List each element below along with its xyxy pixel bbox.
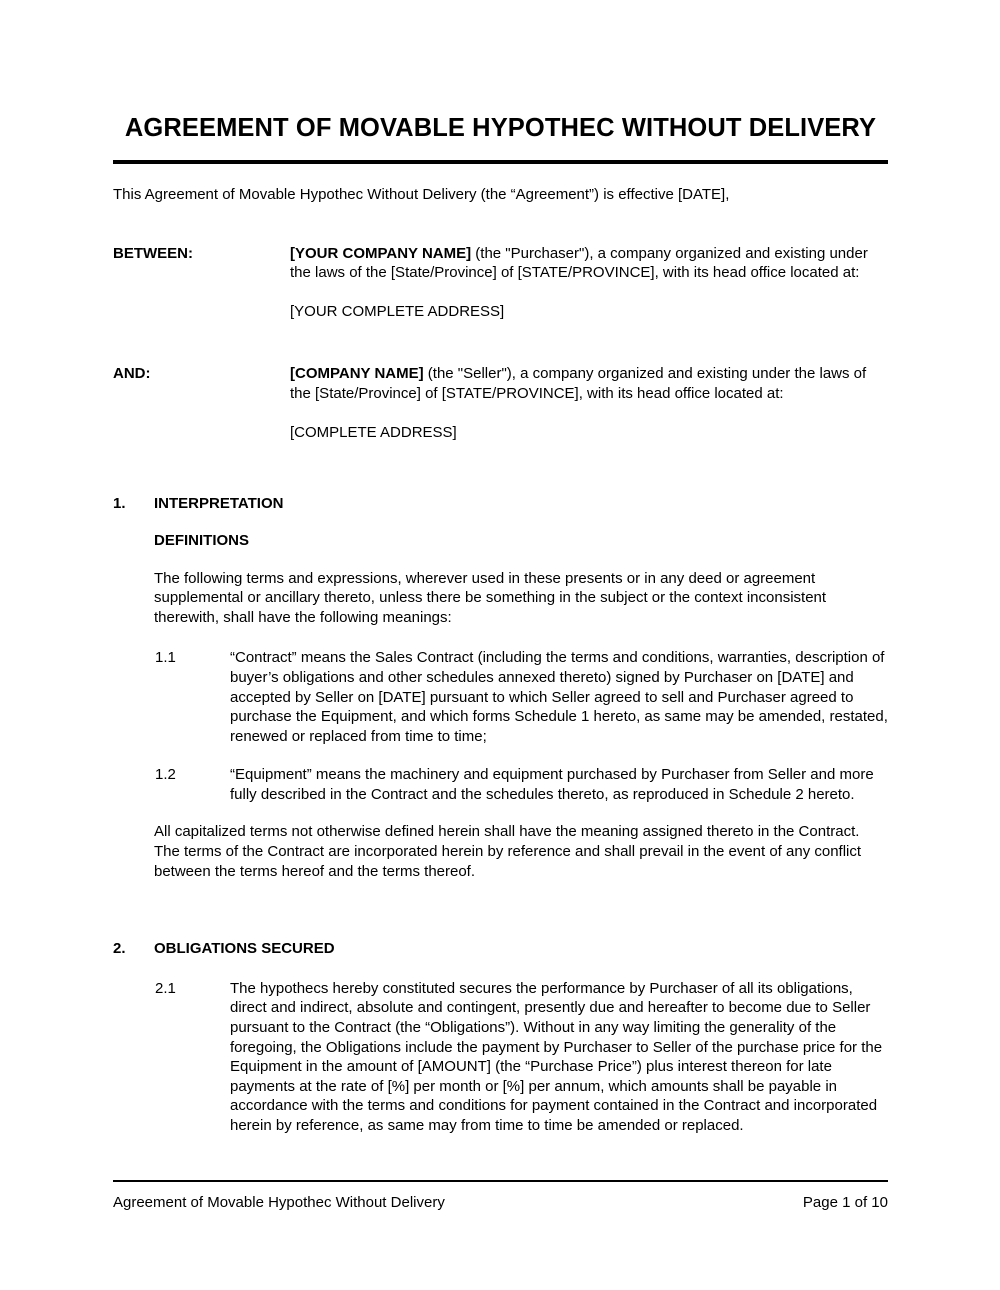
intro-paragraph: This Agreement of Movable Hypothec Without Delivery (the “Agreement”) is effective [DATE], (113, 186, 730, 203)
section-obligations-number: 2. (113, 940, 126, 958)
party-and-body (290, 364, 888, 442)
clause-1-2-number: 1.2 (155, 766, 176, 784)
clause-2-1-number: 2.1 (155, 979, 176, 997)
section-interpretation-number: 1. (113, 495, 126, 513)
footer-row (113, 1193, 888, 1212)
clause-1-1-text: “Contract” means the Sales Contract (including the terms and conditions, warranties, description of buyer’s obligations and other schedules annexed thereto) signed by Purchaser on [DATE] and accepted by Seller on [DATE] pursuant to which Seller agreed to sell and Purchaser agreed to purchase the Equipment, and which forms Schedule 1 hereto, as same may be amended, restated, renewed or replaced from time to time; (230, 649, 888, 745)
clause-1-1 (155, 648, 888, 746)
party-between-body (290, 244, 888, 322)
clause-1-1-number: 1.1 (155, 649, 176, 667)
clause-1-2 (155, 765, 888, 804)
party-and-description-text: (the "Seller"), a company organized and existing under the laws of the [State/Province] of [STATE/PROVINCE], with its head office located at: (290, 364, 867, 402)
title-divider (113, 160, 888, 164)
document-content (113, 0, 888, 1136)
subheading-definitions: DEFINITIONS (154, 531, 250, 549)
footer-page-number: Page 1 of 10 (802, 1194, 888, 1211)
clause-1-2-text: “Equipment” means the machinery and equipment purchased by Purchaser from Seller and more fully described in the Contract and the schedules thereto, as reproduced in Schedule 2 hereto. (230, 766, 874, 803)
definitions-lead-paragraph: The following terms and expressions, wherever used in these presents or in any deed or agreement supplemental or ancillary thereto, unless there be something in the subject or the context inconsistent therewith, shall have the following meanings: (154, 569, 827, 626)
section-obligations-heading (113, 939, 888, 959)
party-between-description (290, 244, 888, 283)
party-and-address: [COMPLETE ADDRESS] (290, 423, 457, 441)
section-interpretation-heading (113, 494, 888, 514)
party-between-label: BETWEEN: (113, 244, 193, 262)
party-and-label: AND: (113, 364, 151, 382)
page-title: AGREEMENT OF MOVABLE HYPOTHEC WITHOUT DELIVERY (124, 114, 877, 142)
clause-2-1-text: The hypothecs hereby constituted secures the performance by Purchaser of all its obligations, direct and indirect, absolute and contingent, presently due and hereafter to become due to Seller pursuant to the Contract (the “Obligations”). Without in any way limiting the generality of the foregoing, the Obligations include the payment by Purchaser to Seller of the purchase price for the Equipment in the amount of [AMOUNT] (the “Purchase Price”) plus interest thereon for late payments at the rate of [%] per month or [%] per annum, which amounts shall be payable in accordance with the terms and conditions for payment contained in the Contract and incorporated herein by reference, as same may from time to time be amended or replaced. (230, 979, 883, 1134)
clause-2-1 (155, 979, 888, 1136)
footer-divider (113, 1180, 888, 1182)
footer-document-name: Agreement of Movable Hypothec Without Delivery (113, 1194, 445, 1211)
party-between-description-text: (the "Purchaser"), a company organized and existing under the laws of the [State/Province] of [STATE/PROVINCE], with its head office located at: (290, 244, 868, 282)
party-and-name: [COMPANY NAME] (290, 364, 424, 382)
section-interpretation-title: INTERPRETATION (154, 495, 284, 513)
party-and (113, 364, 888, 442)
definitions-closing-paragraph: All capitalized terms not otherwise defined herein shall have the meaning assigned thereto in the Contract. The terms of the Contract are incorporated herein by reference and shall prevail in the event of any conflict between the terms hereof and the terms thereof. (154, 823, 862, 880)
party-between-name: [YOUR COMPANY NAME] (290, 244, 472, 262)
page-footer (113, 1180, 888, 1212)
party-between (113, 244, 888, 322)
party-and-description (290, 364, 888, 403)
section-obligations-title: OBLIGATIONS SECURED (154, 940, 335, 958)
party-between-address: [YOUR COMPLETE ADDRESS] (290, 303, 505, 321)
